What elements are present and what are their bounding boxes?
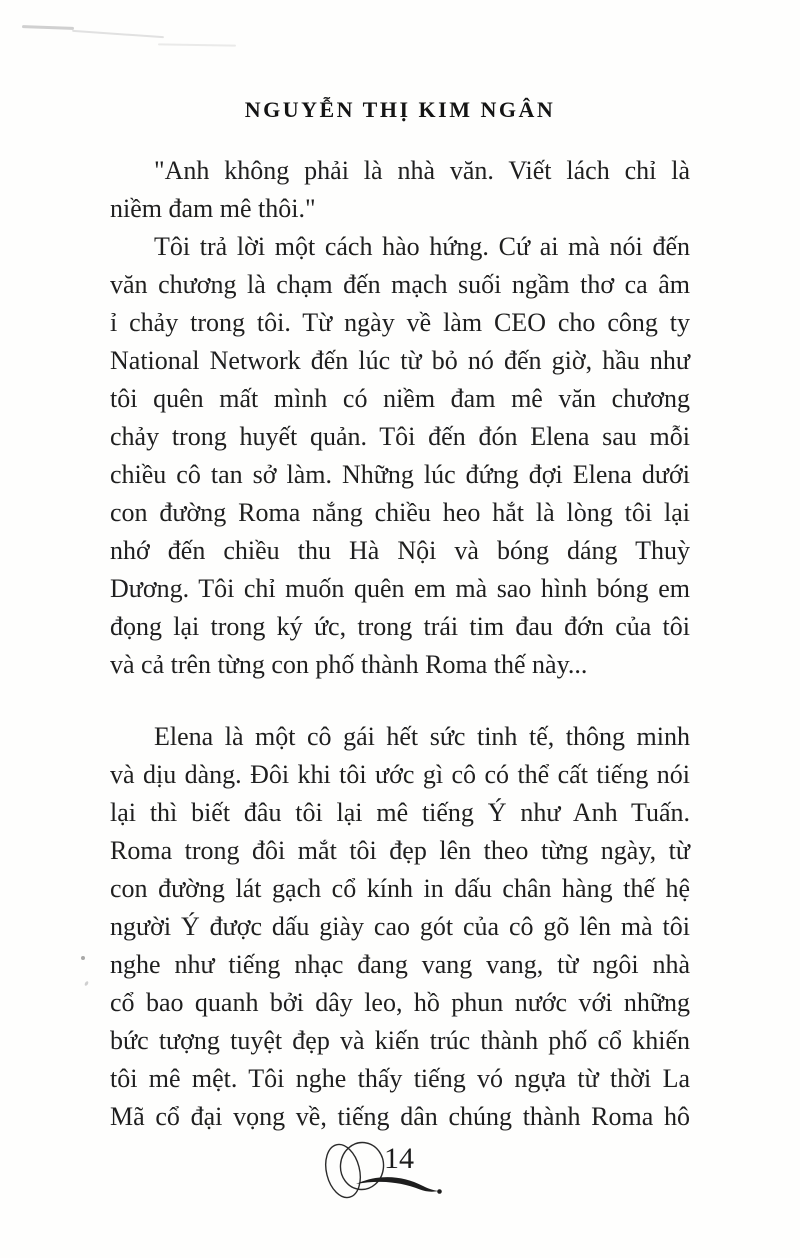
page-number: 14 [384,1142,414,1175]
text-line: National Network đến lúc từ bỏ nó đến giờ, hầu như [110,346,690,375]
text-line: Roma trong đôi mắt tôi đẹp lên theo từng ngày, từ [110,836,690,865]
text-line: con đường lát gạch cổ kính in dấu chân hàng thế hệ [110,874,690,903]
paragraph [110,718,690,1136]
scan-artifact [84,981,89,987]
text-line: bức tượng tuyệt đẹp và kiến trúc thành phố cổ khiến [110,1026,690,1055]
paragraph [110,152,690,228]
text-line: văn chương là chạm đến mạch suối ngầm thơ ca âm [110,270,690,299]
text-line: nhớ đến chiều thu Hà Nội và bóng dáng Thuỳ [110,536,690,565]
text-line: và cả trên từng con phố thành Roma thế này... [110,650,588,679]
text-line: Tôi trả lời một cách hào hứng. Cứ ai mà nói đến [154,232,690,261]
text-line: nghe như tiếng nhạc đang vang vang, từ ngôi nhà [110,950,690,979]
text-line: người Ý được dấu giày cao gót của cô gõ lên mà tôi [110,912,690,941]
text-line: ỉ chảy trong tôi. Từ ngày về làm CEO cho công ty [110,308,690,337]
text-line: chiều cô tan sở làm. Những lúc đứng đợi Elena dưới [110,460,690,489]
text-line: cổ bao quanh bởi dây leo, hồ phun nước với những [110,988,690,1017]
text-line: Elena là một cô gái hết sức tinh tế, thông minh [154,722,690,751]
text-line: "Anh không phải là nhà văn. Viết lách chỉ là [154,156,690,185]
body-text [110,152,690,1136]
text-line: và dịu dàng. Đôi khi tôi ước gì cô có thể cất tiếng nói [110,760,690,789]
text-line: niềm đam mê thôi." [110,194,316,223]
paragraph [110,228,690,684]
text-line: con đường Roma nắng chiều heo hắt là lòng tôi lại [110,498,690,527]
text-line: lại thì biết đâu tôi lại mê tiếng Ý như Anh Tuấn. [110,798,690,827]
text-line: đọng lại trong ký ức, trong trái tim đau đớn của tôi [110,612,690,641]
text-line: chảy trong huyết quản. Tôi đến đón Elena sau mỗi [110,422,690,451]
text-line: Mã cổ đại vọng về, tiếng dân chúng thành Roma hô [110,1102,690,1131]
text-line: tôi mê mệt. Tôi nghe thấy tiếng vó ngựa từ thời La [110,1064,690,1093]
text-line: tôi quên mất mình có niềm đam mê văn chương [110,384,690,413]
scan-artifact [81,956,85,960]
running-header-author: NGUYỄN THỊ KIM NGÂN [244,97,556,122]
text-line: Dương. Tôi chỉ muốn quên em mà sao hình bóng em [110,574,690,603]
